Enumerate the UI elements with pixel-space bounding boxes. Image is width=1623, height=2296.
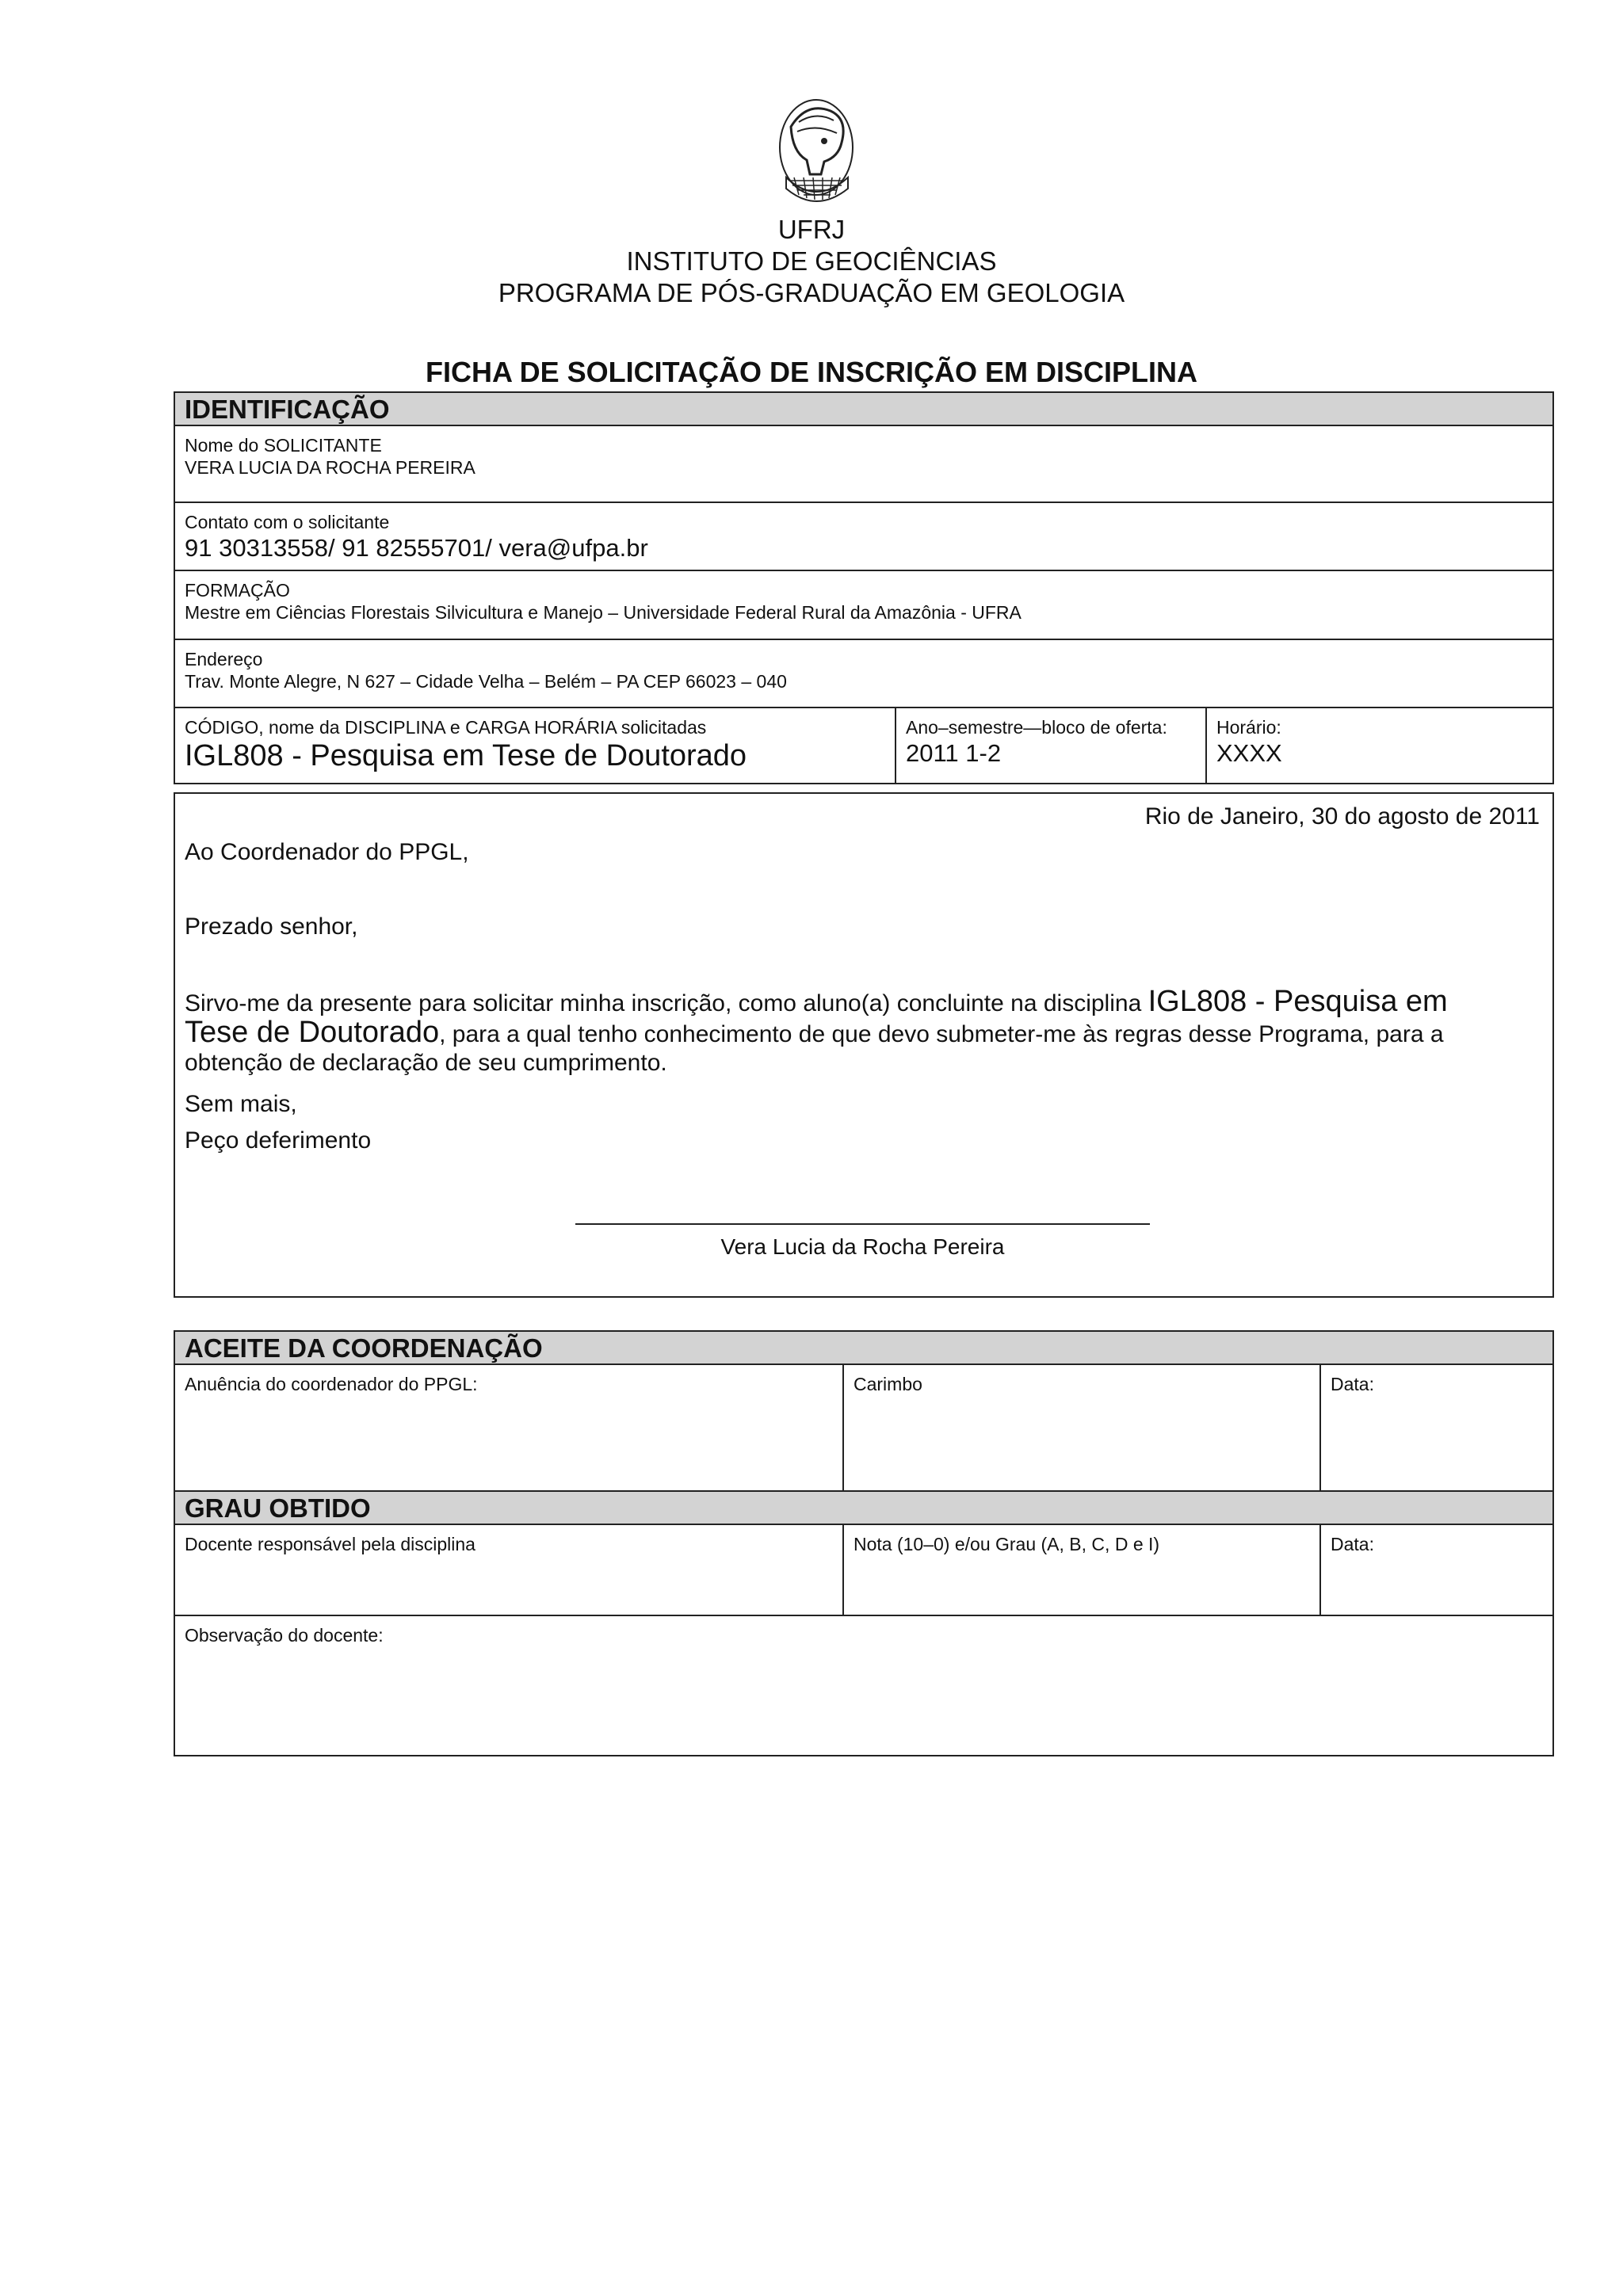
endereco-value[interactable]: Trav. Monte Alegre, N 627 – Cidade Velha – Belém – PA CEP 66023 – 040 xyxy=(185,671,787,692)
codigo-label: CÓDIGO, nome da DISCIPLINA e CARGA HORÁRIA solicitadas xyxy=(185,717,707,738)
letter-body xyxy=(185,987,1489,1077)
docente-label: Docente responsável pela disciplina xyxy=(185,1534,475,1554)
request-letter xyxy=(174,792,1554,1298)
letter-greeting: Prezado senhor, xyxy=(185,913,358,940)
formacao-value[interactable]: Mestre em Ciências Florestais Silvicultura e Manejo – Universidade Federal Rural da Amazônia - UFRA xyxy=(185,602,1022,623)
header-program: PROGRAMA DE PÓS-GRADUAÇÃO EM GEOLOGIA xyxy=(498,278,1125,307)
codigo-cell xyxy=(175,708,896,783)
codigo-value[interactable]: IGL808 - Pesquisa em Tese de Doutorado xyxy=(185,739,747,772)
letter-salutation: Ao Coordenador do PPGL, xyxy=(185,839,469,865)
nota-label: Nota (10–0) e/ou Grau (A, B, C, D e I) xyxy=(854,1534,1160,1554)
signature-name: Vera Lucia da Rocha Pereira xyxy=(720,1234,1005,1259)
horario-label: Horário: xyxy=(1216,717,1281,738)
ano-cell xyxy=(896,708,1207,783)
carimbo-label: Carimbo xyxy=(854,1374,922,1394)
formacao-row xyxy=(175,571,1552,640)
aceite-data-label: Data: xyxy=(1331,1374,1374,1394)
nota-cell[interactable] xyxy=(844,1525,1321,1615)
grau-heading: GRAU OBTIDO xyxy=(175,1492,1552,1525)
nome-value[interactable]: VERA LUCIA DA ROCHA PEREIRA xyxy=(185,457,475,478)
nome-row xyxy=(175,426,1552,503)
identificacao-section xyxy=(174,391,1554,784)
institution-header xyxy=(0,214,1623,309)
header-university: UFRJ xyxy=(777,215,846,244)
header-institute: INSTITUTO DE GEOCIÊNCIAS xyxy=(626,246,997,276)
letter-closing-2: Peço deferimento xyxy=(185,1127,372,1154)
formacao-label: FORMAÇÃO xyxy=(185,580,290,601)
anuencia-label: Anuência do coordenador do PPGL: xyxy=(185,1374,478,1394)
horario-cell xyxy=(1207,708,1552,783)
aceite-data-cell[interactable] xyxy=(1321,1365,1552,1490)
nome-label: Nome do SOLICITANTE xyxy=(185,435,382,456)
aceite-row xyxy=(175,1365,1552,1492)
grau-data-label: Data: xyxy=(1331,1534,1374,1554)
identificacao-heading: IDENTIFICAÇÃO xyxy=(175,393,1552,426)
endereco-row xyxy=(175,640,1552,708)
letter-closing-1: Sem mais, xyxy=(185,1091,297,1117)
contato-label: Contato com o solicitante xyxy=(185,512,390,532)
place-date: Rio de Janeiro, 30 do agosto de 2011 xyxy=(1144,803,1540,830)
docente-cell[interactable] xyxy=(175,1525,844,1615)
observacao-row[interactable] xyxy=(175,1616,1552,1755)
ufrj-minerva-logo-icon xyxy=(775,95,857,203)
letter-body-course: IGL808 - Pesquisa em Tese de Doutorado xyxy=(185,985,1448,1049)
anuencia-cell[interactable] xyxy=(175,1365,844,1490)
letter-body-part2: , para a qual tenho conhecimento de que devo submeter-me às regras desse Programa, para a obtenção de declaração de seu cumprimento. xyxy=(185,1021,1444,1076)
grau-row xyxy=(175,1525,1552,1616)
ano-label: Ano–semestre—bloco de oferta: xyxy=(906,717,1167,738)
signature-line xyxy=(575,1223,1150,1225)
disciplina-row xyxy=(175,708,1552,783)
endereco-label: Endereço xyxy=(185,649,263,669)
contato-row xyxy=(175,503,1552,571)
observacao-label: Observação do docente: xyxy=(185,1625,384,1646)
aceite-heading: ACEITE DA COORDENAÇÃO xyxy=(175,1332,1552,1365)
form-title: FICHA DE SOLICITAÇÃO DE INSCRIÇÃO EM DISCIPLINA xyxy=(425,356,1198,388)
horario-value[interactable]: XXXX xyxy=(1216,739,1282,767)
contato-value[interactable]: 91 30313558/ 91 82555701/ vera@ufpa.br xyxy=(185,534,648,562)
ano-value[interactable]: 2011 1-2 xyxy=(906,739,1002,767)
letter-body-part1: Sirvo-me da presente para solicitar minha inscrição, como aluno(a) concluinte na disciplina xyxy=(185,990,1148,1016)
grau-data-cell[interactable] xyxy=(1321,1525,1552,1615)
coordination-section xyxy=(174,1330,1554,1756)
carimbo-cell[interactable] xyxy=(844,1365,1321,1490)
